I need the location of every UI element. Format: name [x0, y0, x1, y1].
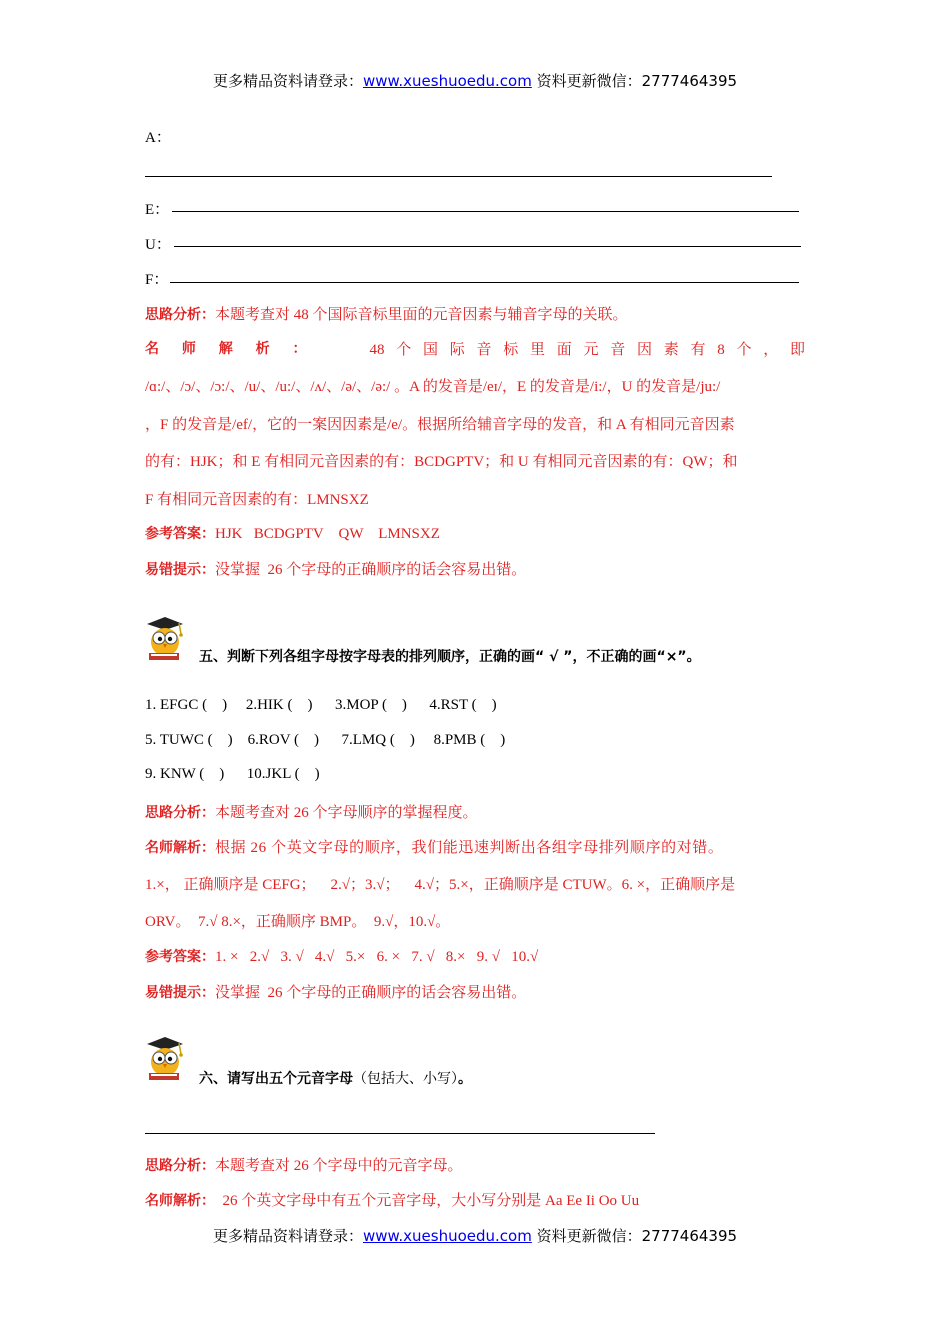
analysis-text: 本题考查对 26 个字母中的元音字母。	[215, 1158, 463, 1174]
header-wechat: 2777464395	[641, 72, 738, 90]
teacher-text: 26 个英文字母中有五个元音字母，大小写分别是 Aa Ee Ii Oo Uu	[215, 1193, 640, 1209]
header-prefix: 更多精品资料请登录：	[212, 72, 363, 90]
error-tip-4	[145, 558, 526, 579]
tip-text: 没掌握 26 个字母的正确顺序的话会容易出错。	[215, 562, 527, 578]
section5-heading: 五、判断下列各组字母按字母表的排列顺序，正确的画“ √ ”，不正确的画“×”。	[199, 649, 701, 665]
section6-heading-paren: （包括大、小写）	[353, 1071, 458, 1087]
answer-text: 1. × 2.√ 3. √ 4.√ 5.× 6. × 7. √ 8.× 9. √ 10.√	[215, 949, 539, 965]
answer-u-line[interactable]	[174, 246, 801, 247]
answer-u-label: U：	[145, 237, 171, 253]
page-footer	[0, 1225, 950, 1246]
reference-answer-4	[145, 523, 440, 543]
footer-link[interactable]: www.xueshuoedu.com	[362, 1227, 532, 1245]
tip-label: 易错提示：	[145, 562, 215, 578]
teacher-explanation-4-line5: F 有相同元音因素的有：LMNSXZ	[145, 492, 369, 508]
answer-f-line[interactable]	[170, 282, 799, 283]
section6-heading-text: 六、请写出五个元音字母	[199, 1071, 353, 1087]
footer-suffix: 资料更新微信：	[531, 1227, 642, 1245]
teacher-text-line1: 48 个 国 际 音 标 里 面 元 音 因 素 有 8 个 ， 即	[369, 342, 805, 358]
teacher-explanation-5-line1	[145, 836, 724, 857]
answer-a-label: A：	[145, 130, 171, 146]
analysis-label: 思路分析：	[145, 805, 215, 821]
analysis-text: 本题考查对 48 个国际音标里面的元音因素与辅音字母的关联。	[215, 307, 628, 323]
analysis-5	[145, 801, 478, 822]
teacher-explanation-6	[145, 1189, 639, 1210]
answer-label: 参考答案：	[145, 949, 215, 965]
analysis-label: 思路分析：	[145, 1158, 215, 1174]
analysis-text: 本题考查对 26 个字母顺序的掌握程度。	[215, 805, 478, 821]
section6-heading	[199, 1068, 472, 1088]
teacher-explanation-5-line3: ORV。 7.√ 8.×，正确顺序 BMP。 9.√，10.√。	[145, 914, 451, 930]
owl-graduate-icon	[143, 614, 197, 662]
teacher-explanation-4-line4: 的有：HJK；和 E 有相同元音因素的有：BCDGPTV；和 U 有相同元音因素的有：QW；和	[145, 454, 738, 470]
teacher-text-line1: 根据 26 个英文字母的顺序，我们能迅速判断出各组字母排列顺序的对错。	[215, 840, 724, 856]
analysis-4	[145, 303, 628, 324]
answer-text: HJK BCDGPTV QW LMNSXZ	[215, 526, 440, 542]
error-tip-5	[145, 981, 526, 1002]
question5-row1: 1. EFGC ( ) 2.HIK ( ) 3.MOP ( ) 4.RST ( )	[145, 697, 497, 713]
tip-text: 没掌握 26 个字母的正确顺序的话会容易出错。	[215, 985, 527, 1001]
header-link[interactable]: www.xueshuoedu.com	[362, 72, 532, 90]
teacher-explanation-4-line2: /ɑ:/、/ɔ/、/ɔ:/、/u/、/u:/、/ʌ/、/ə/、/ə:/ 。A 的发音是/eɪ/，E 的发音是/i:/，U 的发音是/ju:/	[145, 379, 721, 395]
teacher-explanation-5-line2: 1.×， 正确顺序是 CEFG； 2.√；3.√； 4.√；5.×，正确顺序是 CTUW。6. ×，正确顺序是	[145, 877, 736, 893]
teacher-explanation-4-line1	[145, 338, 805, 359]
answer-e-label: E：	[145, 202, 170, 218]
answer-f-label: F：	[145, 272, 169, 288]
teacher-label: 名师解析：	[145, 1193, 215, 1209]
owl-graduate-icon	[143, 1034, 197, 1082]
question5-row2: 5. TUWC ( ) 6.ROV ( ) 7.LMQ ( ) 8.PMB ( )	[145, 732, 506, 748]
answer-label: 参考答案：	[145, 526, 215, 542]
footer-prefix: 更多精品资料请登录：	[212, 1227, 363, 1245]
tip-label: 易错提示：	[145, 985, 215, 1001]
question5-row3: 9. KNW ( ) 10.JKL ( )	[145, 766, 320, 782]
reference-answer-5	[145, 946, 538, 966]
answer-a-line[interactable]	[145, 176, 772, 177]
header-suffix: 资料更新微信：	[531, 72, 642, 90]
teacher-explanation-4-line3: ，F 的发音是/ef/，它的一案因因素是/e/。根据所给辅音字母的发音，和 A 有相同元音因素	[145, 417, 735, 433]
answer-vowels-line[interactable]	[145, 1133, 655, 1134]
analysis-label: 思路分析：	[145, 307, 215, 323]
teacher-label: 名师解析：	[145, 840, 215, 856]
page-header	[0, 70, 950, 91]
section6-heading-end: 。	[458, 1071, 472, 1087]
answer-e-line[interactable]	[172, 211, 799, 212]
analysis-6	[145, 1154, 463, 1175]
teacher-label: 名 师 解 析 ：	[145, 341, 316, 357]
footer-wechat: 2777464395	[641, 1227, 738, 1245]
